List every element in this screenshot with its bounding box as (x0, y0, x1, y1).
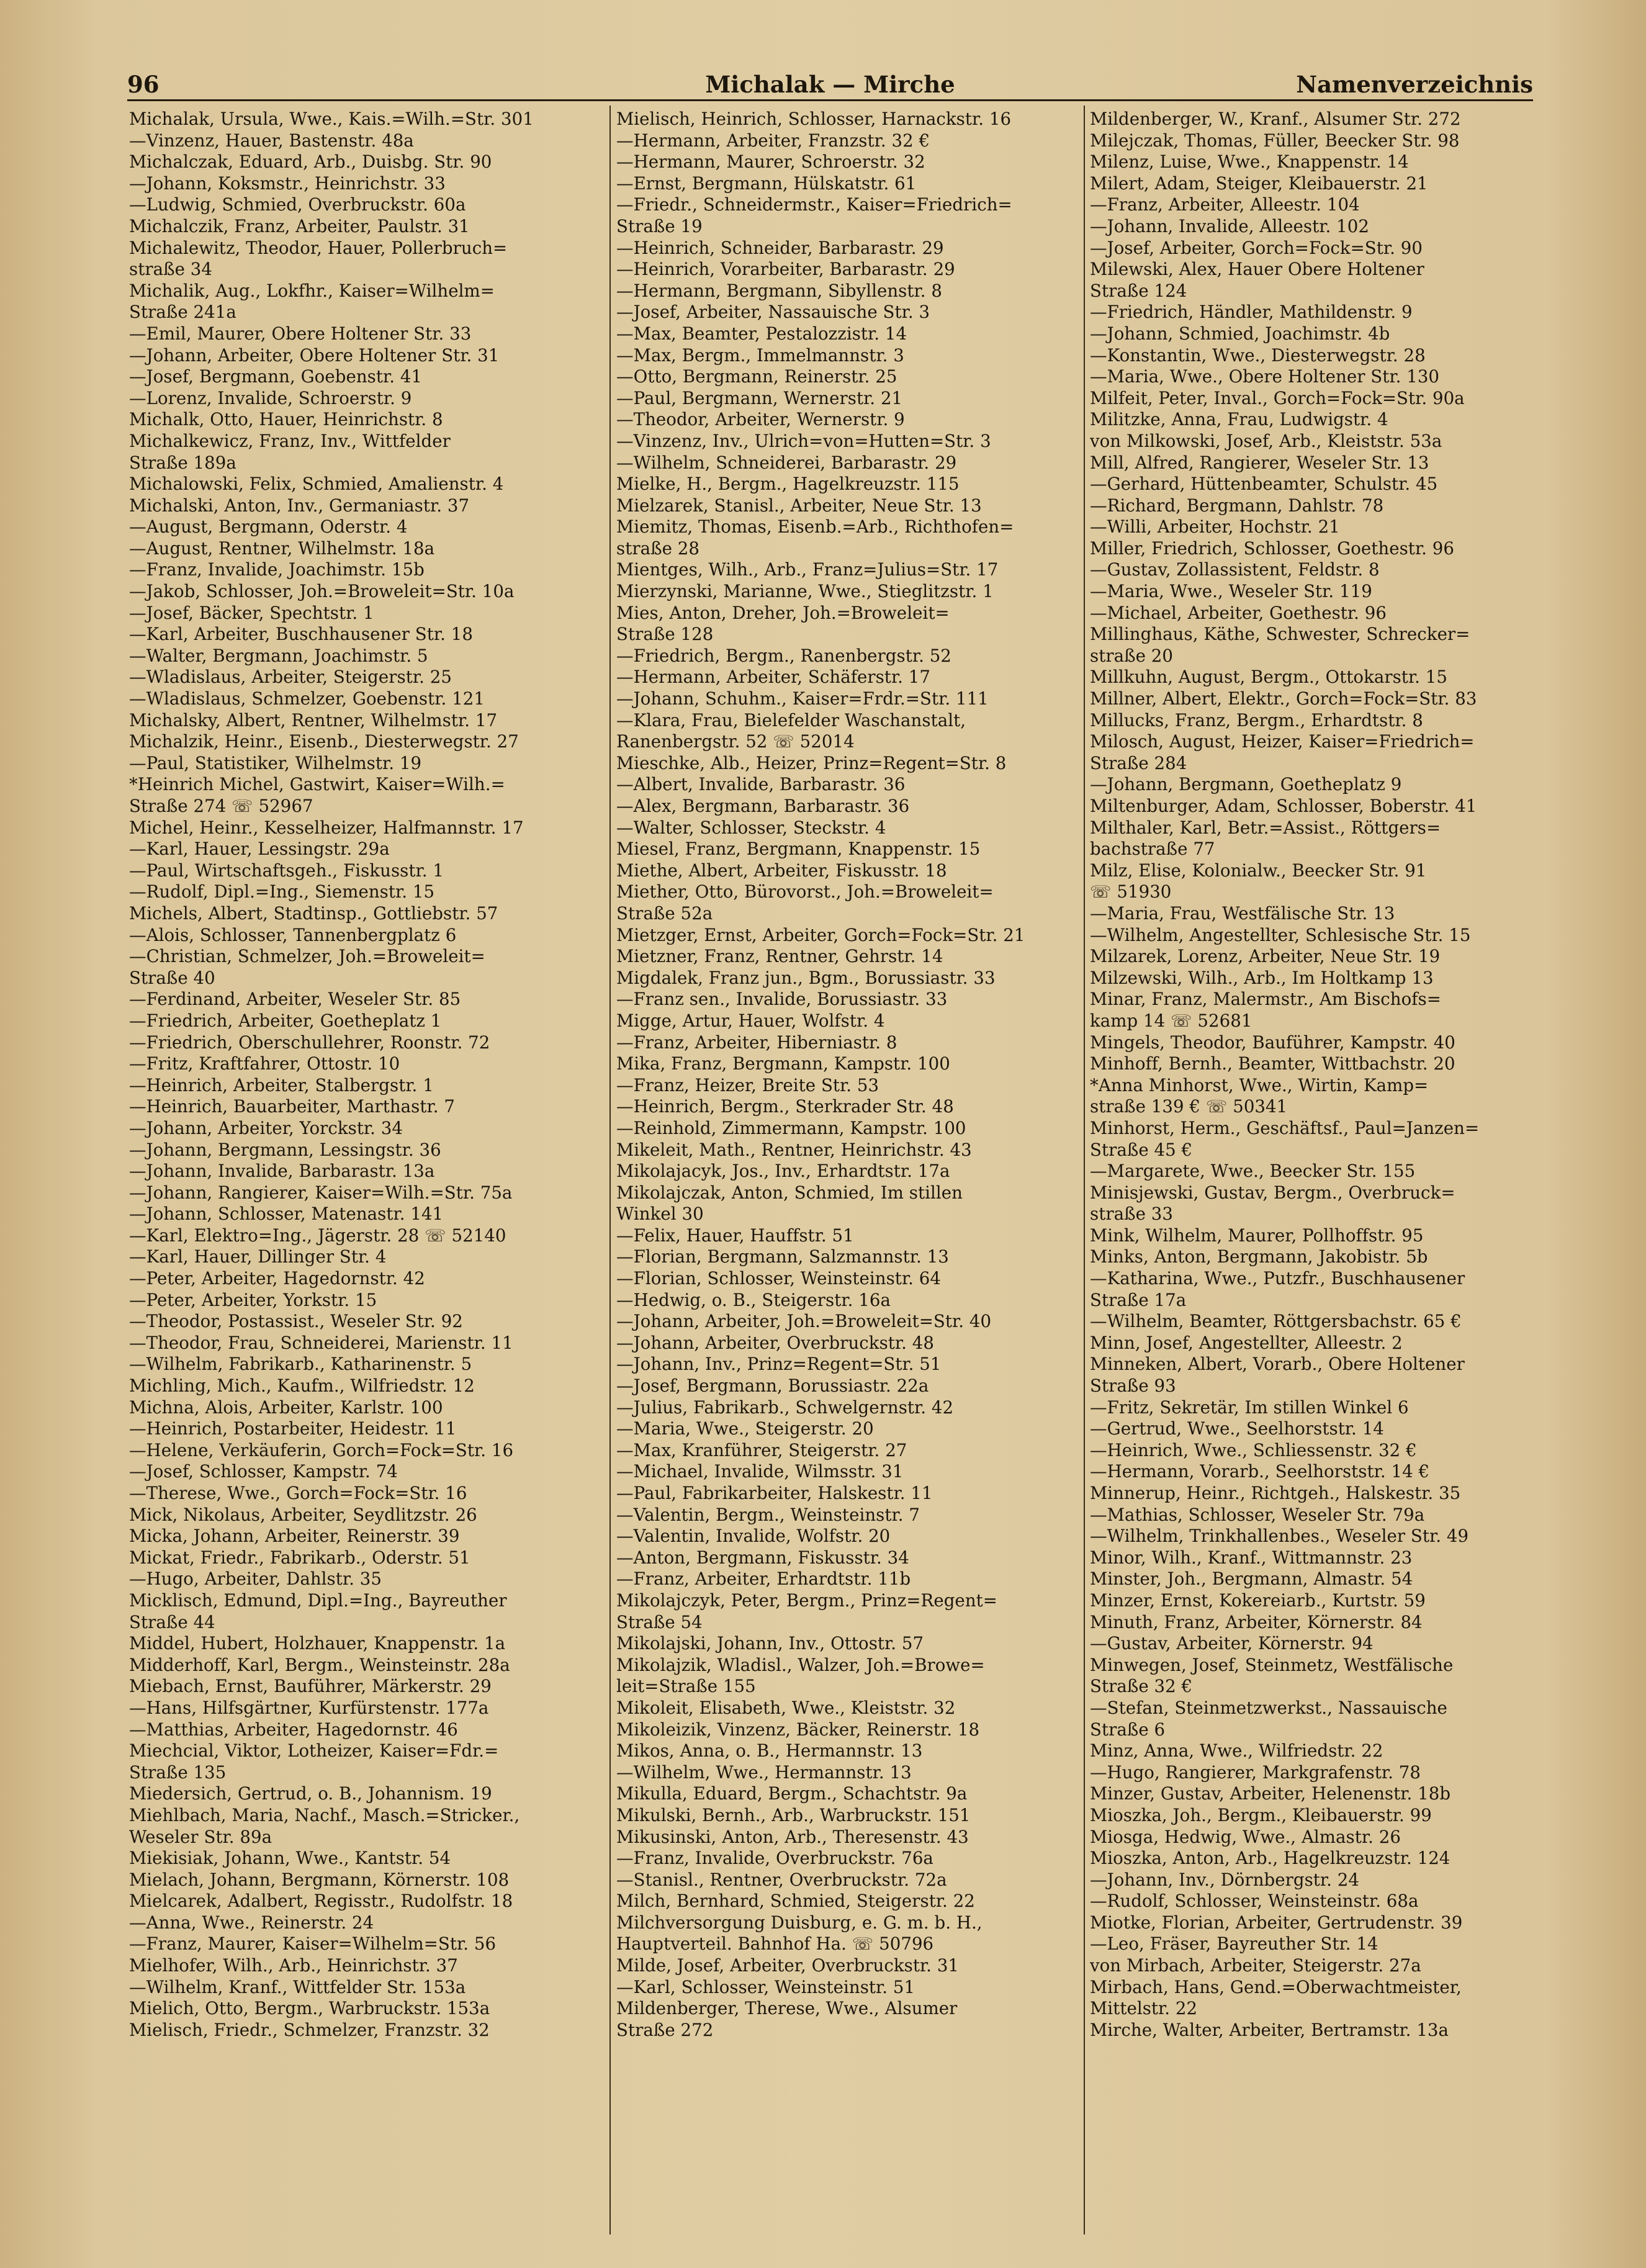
directory-entry-line: —Karl, Schlosser, Weinsteinstr. 51 (616, 1976, 915, 1997)
directory-entry-line: Straße 135 (129, 1762, 227, 1783)
directory-entry-line: —Florian, Bergmann, Salzmannstr. 13 (616, 1246, 949, 1267)
directory-entry-line: Michalk, Otto, Hauer, Heinrichstr. 8 (129, 409, 443, 430)
directory-entry-line: Mirbach, Hans, Gend.=Oberwachtmeister, (1090, 1976, 1462, 1997)
directory-entry-line: Miebach, Ernst, Bauführer, Märkerstr. 29 (129, 1676, 492, 1697)
directory-entry-line: Miesel, Franz, Bergmann, Knappenstr. 15 (616, 839, 981, 860)
directory-entry-line: —Heinrich, Schneider, Barbarastr. 29 (616, 237, 944, 258)
directory-entry-line: Milz, Elise, Kolonialw., Beecker Str. 91 (1090, 860, 1427, 881)
directory-entry-line: Mildenberger, Therese, Wwe., Alsumer (616, 1998, 958, 2019)
directory-entry-line: Straße 44 (129, 1611, 215, 1632)
directory-entry-line: —Mathias, Schlosser, Weseler Str. 79a (1090, 1504, 1425, 1525)
directory-entry-line: —Hugo, Arbeiter, Dahlstr. 35 (129, 1568, 382, 1590)
directory-entry-line: —Matthias, Arbeiter, Hagedornstr. 46 (129, 1719, 458, 1740)
directory-entry-line: Mielisch, Heinrich, Schlosser, Harnackstr. 16 (616, 109, 1012, 129)
directory-entry-line: straße 34 (129, 259, 212, 280)
directory-entry-line: —Anton, Bergmann, Fiskusstr. 34 (616, 1547, 909, 1568)
page-header (127, 66, 1533, 102)
directory-entry-line: Michels, Albert, Stadtinsp., Gottliebstr. 57 (129, 902, 498, 924)
directory-entry-line: —Franz, Arbeiter, Alleestr. 104 (1090, 194, 1360, 215)
directory-entry-line: Minn, Josef, Angestellter, Alleestr. 2 (1090, 1332, 1403, 1353)
page-name-range: Michalak — Mirche (705, 71, 955, 98)
directory-entry-line: Miotke, Florian, Arbeiter, Gertrudenstr. 39 (1090, 1912, 1463, 1933)
directory-entry-line: —Johann, Arbeiter, Obere Holtener Str. 31 (129, 344, 500, 366)
directory-entry-line: Michalewitz, Theodor, Hauer, Pollerbruch= (129, 237, 508, 258)
directory-entry-line: —Wilhelm, Trinkhallenbes., Weseler Str. 49 (1090, 1526, 1469, 1547)
directory-entry-line: Miosga, Hedwig, Wwe., Almastr. 26 (1090, 1826, 1401, 1847)
directory-entry-line: Ranenbergstr. 52 ☏ 52014 (616, 731, 855, 752)
directory-entry-line: —Michael, Invalide, Wilmsstr. 31 (616, 1461, 904, 1482)
directory-entry-line: —Alois, Schlosser, Tannenbergplatz 6 (129, 924, 457, 945)
directory-entry-line: Milthaler, Karl, Betr.=Assist., Röttgers= (1090, 817, 1441, 838)
directory-entry-line: —Max, Bergm., Immelmannstr. 3 (616, 344, 904, 366)
directory-entry-line: —Konstantin, Wwe., Diesterwegstr. 28 (1090, 344, 1426, 366)
directory-entry-line: —Heinrich, Bauarbeiter, Marthastr. 7 (129, 1096, 455, 1117)
directory-entry-line: —Wilhelm, Wwe., Hermannstr. 13 (616, 1762, 912, 1783)
directory-entry-line: —Karl, Arbeiter, Buschhausener Str. 18 (129, 624, 473, 645)
directory-entry-line: Milejczak, Thomas, Füller, Beecker Str. 98 (1090, 130, 1460, 151)
directory-entry-line: Minhoff, Bernh., Beamter, Wittbachstr. 20 (1090, 1053, 1455, 1074)
directory-entry-line: Midderhoff, Karl, Bergm., Weinsteinstr. 28a (129, 1654, 510, 1675)
directory-entry-line: —Paul, Wirtschaftsgeh., Fiskusstr. 1 (129, 860, 444, 881)
directory-entry-line: —Johann, Invalide, Barbarastr. 13a (129, 1161, 435, 1182)
directory-entry-line: Straße 54 (616, 1611, 703, 1632)
directory-entry-line: Straße 40 (129, 967, 215, 988)
directory-entry-line: Michalsky, Albert, Rentner, Wilhelmstr. 17 (129, 709, 498, 731)
directory-entry-line: —Michael, Arbeiter, Goethestr. 96 (1090, 602, 1387, 623)
directory-entry-line: —Wilhelm, Kranf., Wittfelder Str. 153a (129, 1976, 466, 1997)
directory-entry-line: —Paul, Statistiker, Wilhelmstr. 19 (129, 752, 422, 773)
directory-entry-line: Michalczak, Eduard, Arb., Duisbg. Str. 90 (129, 151, 492, 173)
directory-entry-line: straße 28 (616, 538, 699, 559)
directory-entry-line: Weseler Str. 89a (129, 1826, 272, 1847)
directory-entry-line: Straße 45 € (1090, 1139, 1193, 1160)
directory-entry-line: Mikolajski, Johann, Inv., Ottostr. 57 (616, 1633, 924, 1654)
directory-entry-line: —Johann, Bergmann, Goetheplatz 9 (1090, 774, 1402, 795)
directory-entry-line: Straße 19 (616, 215, 703, 236)
directory-entry-line: —Heinrich, Postarbeiter, Heidestr. 11 (129, 1418, 457, 1439)
directory-entry-line: Straße 52a (616, 902, 713, 924)
directory-entry-line: —Theodor, Arbeiter, Wernerstr. 9 (616, 409, 905, 430)
header-rule (127, 99, 1533, 101)
directory-entry-line: —Johann, Rangierer, Kaiser=Wilh.=Str. 75a (129, 1182, 513, 1203)
directory-entry-line: —August, Rentner, Wilhelmstr. 18a (129, 538, 435, 559)
directory-entry-line: Mieschke, Alb., Heizer, Prinz=Regent=Str. 8 (616, 752, 1007, 773)
directory-entry-line: Minisjewski, Gustav, Bergm., Overbruck= (1090, 1182, 1455, 1203)
directory-entry-line: Miethe, Albert, Arbeiter, Fiskusstr. 18 (616, 860, 947, 881)
directory-entry-line: Mikolajacyk, Jos., Inv., Erhardtstr. 17a (616, 1161, 950, 1182)
directory-entry-line: Migdalek, Franz jun., Bgm., Borussiastr. 33 (616, 967, 996, 988)
directory-entry-line: —Johann, Schuhm., Kaiser=Frdr.=Str. 111 (616, 688, 989, 709)
directory-entry-line: —Heinrich, Arbeiter, Stalbergstr. 1 (129, 1074, 434, 1096)
directory-entry-line: Minz, Anna, Wwe., Wilfriedstr. 22 (1090, 1740, 1383, 1762)
directory-entry-line: —Lorenz, Invalide, Schroerstr. 9 (129, 387, 412, 408)
directory-entry-line: Mietzger, Ernst, Arbeiter, Gorch=Fock=Str. 21 (616, 924, 1025, 945)
directory-entry-line: —Franz, Arbeiter, Erhardtstr. 11b (616, 1568, 911, 1590)
directory-entry-line: —Wilhelm, Angestellter, Schlesische Str. 15 (1090, 924, 1471, 945)
directory-entry-line: —Johann, Invalide, Alleestr. 102 (1090, 215, 1369, 236)
directory-entry-line: —Richard, Bergmann, Dahlstr. 78 (1090, 495, 1384, 516)
directory-entry-line: —Wladislaus, Schmelzer, Goebenstr. 121 (129, 688, 485, 709)
directory-entry-line: Mikulla, Eduard, Bergm., Schachtstr. 9a (616, 1783, 968, 1804)
directory-entry-line: —Johann, Koksmstr., Heinrichstr. 33 (129, 173, 446, 194)
directory-entry-line: —Friedrich, Bergm., Ranenbergstr. 52 (616, 645, 951, 666)
directory-entry-line: Miekisiak, Johann, Wwe., Kantstr. 54 (129, 1848, 451, 1869)
directory-entry-line: —Peter, Arbeiter, Yorkstr. 15 (129, 1289, 377, 1310)
directory-entry-line: Straße 124 (1090, 280, 1187, 301)
directory-entry-line: —Florian, Schlosser, Weinsteinstr. 64 (616, 1268, 942, 1289)
directory-entry-line: —Hermann, Bergmann, Sibyllenstr. 8 (616, 280, 942, 301)
directory-entry-line: —Josef, Bäcker, Spechtstr. 1 (129, 602, 374, 623)
directory-entry-line: —Max, Beamter, Pestalozzistr. 14 (616, 323, 907, 344)
directory-entry-line: Hauptverteil. Bahnhof Ha. ☏ 50796 (616, 1933, 934, 1955)
directory-entry-line: Mielich, Otto, Bergm., Warbruckstr. 153a (129, 1998, 490, 2019)
directory-column-3 (1090, 109, 1534, 2244)
directory-entry-line: —Katharina, Wwe., Putzfr., Buschhausener (1090, 1268, 1465, 1289)
directory-entry-line: Milenz, Luise, Wwe., Knappenstr. 14 (1090, 151, 1409, 173)
directory-entry-line: Middel, Hubert, Holzhauer, Knappenstr. 1a (129, 1633, 506, 1654)
directory-entry-line: Milde, Josef, Arbeiter, Overbruckstr. 31 (616, 1955, 960, 1976)
directory-entry-line: —Friedr., Schneidermstr., Kaiser=Friedrich= (616, 194, 1012, 215)
directory-entry-line: von Milkowski, Josef, Arb., Kleiststr. 53a (1090, 430, 1442, 451)
directory-entry-line: Milewski, Alex, Hauer Obere Holtener (1090, 259, 1424, 280)
section-title: Namenverzeichnis (1296, 71, 1533, 98)
directory-entry-line: —Hans, Hilfsgärtner, Kurfürstenstr. 177a (129, 1697, 489, 1718)
directory-entry-line: —Fritz, Kraftfahrer, Ottostr. 10 (129, 1053, 400, 1074)
directory-entry-line: Mierzynski, Marianne, Wwe., Stieglitzstr. 1 (616, 581, 994, 602)
directory-entry-line: —Friedrich, Oberschullehrer, Roonstr. 72 (129, 1032, 490, 1053)
directory-entry-line: —Heinrich, Vorarbeiter, Barbarastr. 29 (616, 259, 955, 280)
directory-entry-line: Minster, Joh., Bergmann, Almastr. 54 (1090, 1568, 1413, 1590)
directory-entry-line: —Karl, Elektro=Ing., Jägerstr. 28 ☏ 52140 (129, 1225, 506, 1246)
directory-entry-line: —Leo, Fräser, Bayreuther Str. 14 (1090, 1933, 1378, 1955)
directory-entry-line: von Mirbach, Arbeiter, Steigerstr. 27a (1090, 1955, 1421, 1976)
directory-entry-line: Minnerup, Heinr., Richtgeh., Halskestr. 35 (1090, 1483, 1461, 1503)
directory-entry-line: Mick, Nikolaus, Arbeiter, Seydlitzstr. 26 (129, 1504, 477, 1525)
directory-entry-line: —Ludwig, Schmied, Overbruckstr. 60a (129, 194, 466, 215)
directory-entry-line: Straße 128 (616, 624, 714, 645)
directory-entry-line: —Hermann, Maurer, Schroerstr. 32 (616, 151, 925, 173)
directory-entry-line: —Rudolf, Schlosser, Weinsteinstr. 68a (1090, 1891, 1419, 1912)
directory-entry-line: —Anna, Wwe., Reinerstr. 24 (129, 1912, 374, 1933)
directory-entry-line: Michalzik, Heinr., Eisenb., Diesterwegstr. 27 (129, 731, 519, 752)
directory-entry-line: —Johann, Schlosser, Matenastr. 141 (129, 1204, 444, 1225)
directory-entry-line: —Franz sen., Invalide, Borussiastr. 33 (616, 989, 948, 1010)
directory-entry-line: —Josef, Arbeiter, Gorch=Fock=Str. 90 (1090, 237, 1423, 258)
directory-column-2 (616, 109, 1079, 2244)
directory-entry-line: Miller, Friedrich, Schlosser, Goethestr. 96 (1090, 538, 1455, 559)
directory-entry-line: Militzke, Anna, Frau, Ludwigstr. 4 (1090, 409, 1388, 430)
directory-entry-line: Mikoleit, Elisabeth, Wwe., Kleiststr. 32 (616, 1697, 956, 1718)
directory-entry-line: Michalkewicz, Franz, Inv., Wittfelder (129, 430, 451, 451)
directory-entry-line: Mielhofer, Wilh., Arb., Heinrichstr. 37 (129, 1955, 458, 1976)
directory-entry-line: —Vinzenz, Hauer, Bastenstr. 48a (129, 130, 414, 151)
directory-column-1 (129, 109, 604, 2244)
directory-entry-line: —Franz, Invalide, Joachimstr. 15b (129, 559, 425, 580)
directory-entry-line: ☏ 51930 (1090, 881, 1172, 902)
directory-entry-line: Micka, Johann, Arbeiter, Reinerstr. 39 (129, 1526, 460, 1547)
directory-entry-line: Straße 272 (616, 2019, 714, 2040)
directory-entry-line: Michalczik, Franz, Arbeiter, Paulstr. 31 (129, 215, 470, 236)
directory-entry-line: Straße 17a (1090, 1289, 1187, 1310)
directory-entry-line: Straße 189a (129, 452, 236, 473)
directory-entry-line: Mill, Alfred, Rangierer, Weseler Str. 13 (1090, 452, 1429, 473)
directory-entry-line: *Heinrich Michel, Gastwirt, Kaiser=Wilh.= (129, 774, 505, 795)
directory-entry-line: —Theodor, Postassist., Weseler Str. 92 (129, 1311, 463, 1332)
directory-entry-line: —Klara, Frau, Bielefelder Waschanstalt, (616, 709, 966, 731)
directory-entry-line: —Walter, Schlosser, Steckstr. 4 (616, 817, 886, 838)
directory-entry-line: —Gustav, Arbeiter, Körnerstr. 94 (1090, 1633, 1374, 1654)
directory-entry-line: —Felix, Hauer, Hauffstr. 51 (616, 1225, 854, 1246)
directory-entry-line: Minar, Franz, Malermstr., Am Bischofs= (1090, 989, 1441, 1010)
directory-entry-line: Mickat, Friedr., Fabrikarb., Oderstr. 51 (129, 1547, 470, 1568)
directory-entry-line: Straße 284 (1090, 752, 1187, 773)
directory-entry-line: Milfeit, Peter, Inval., Gorch=Fock=Str. 90a (1090, 387, 1465, 408)
directory-entry-line: —Karl, Hauer, Lessingstr. 29a (129, 839, 390, 860)
column-divider (609, 106, 611, 2234)
directory-entry-line: Michalik, Aug., Lokfhr., Kaiser=Wilhelm= (129, 280, 495, 301)
directory-entry-line: Straße 241a (129, 302, 236, 323)
directory-entry-line: —Theodor, Frau, Schneiderei, Marienstr. 11 (129, 1332, 513, 1353)
directory-entry-line: —Maria, Wwe., Weseler Str. 119 (1090, 581, 1372, 602)
directory-entry-line: straße 139 € ☏ 50341 (1090, 1096, 1288, 1117)
directory-entry-line: Millinghaus, Käthe, Schwester, Schrecker= (1090, 624, 1470, 645)
directory-entry-line: —Franz, Invalide, Overbruckstr. 76a (616, 1848, 933, 1869)
directory-entry-line: Straße 93 (1090, 1375, 1176, 1397)
directory-entry-line: Minks, Anton, Bergmann, Jakobistr. 5b (1090, 1246, 1428, 1267)
directory-entry-line: Micklisch, Edmund, Dipl.=Ing., Bayreuther (129, 1590, 507, 1611)
directory-entry-line: Mies, Anton, Dreher, Joh.=Broweleit= (616, 602, 950, 623)
directory-entry-line: Minzer, Gustav, Arbeiter, Helenenstr. 18b (1090, 1783, 1451, 1804)
directory-entry-line: —Maria, Frau, Westfälische Str. 13 (1090, 902, 1395, 924)
directory-entry-line: Minor, Wilh., Kranf., Wittmannstr. 23 (1090, 1547, 1413, 1568)
directory-entry-line: —Rudolf, Dipl.=Ing., Siemenstr. 15 (129, 881, 435, 902)
directory-entry-line: Milzewski, Wilh., Arb., Im Holtkamp 13 (1090, 967, 1434, 988)
directory-entry-line: Milert, Adam, Steiger, Kleibauerstr. 21 (1090, 173, 1428, 194)
directory-entry-line: Michalowski, Felix, Schmied, Amalienstr. 4 (129, 474, 504, 495)
directory-entry-line: Mietzner, Franz, Rentner, Gehrstr. 14 (616, 946, 943, 967)
directory-entry-line: —August, Bergmann, Oderstr. 4 (129, 516, 408, 538)
directory-entry-line: —Hermann, Arbeiter, Franzstr. 32 € (616, 130, 930, 151)
directory-entry-line: Minuth, Franz, Arbeiter, Körnerstr. 84 (1090, 1611, 1423, 1632)
directory-entry-line: —Karl, Hauer, Dillinger Str. 4 (129, 1246, 387, 1267)
directory-entry-line: Millner, Albert, Elektr., Gorch=Fock=Str. 83 (1090, 688, 1477, 709)
directory-entry-line: Miltenburger, Adam, Schlosser, Boberstr. 41 (1090, 796, 1477, 816)
directory-entry-line: Michalak, Ursula, Wwe., Kais.=Wilh.=Str. 301 (129, 109, 534, 129)
directory-entry-line: Mikeleit, Math., Rentner, Heinrichstr. 43 (616, 1139, 972, 1160)
directory-entry-line: Miether, Otto, Bürovorst., Joh.=Broweleit= (616, 881, 994, 902)
directory-entry-line: Mielcarek, Adalbert, Regisstr., Rudolfstr. 18 (129, 1891, 513, 1912)
directory-entry-line: —Hedwig, o. B., Steigerstr. 16a (616, 1289, 891, 1310)
directory-entry-line: Milchversorgung Duisburg, e. G. m. b. H., (616, 1912, 983, 1933)
directory-entry-line: —Franz, Arbeiter, Hiberniastr. 8 (616, 1032, 897, 1053)
directory-entry-line: Mikoleizik, Vinzenz, Bäcker, Reinerstr. 18 (616, 1719, 980, 1740)
directory-entry-line: Mikolajczak, Anton, Schmied, Im stillen (616, 1182, 963, 1203)
directory-entry-line: leit=Straße 155 (616, 1676, 756, 1697)
directory-entry-line: Milch, Bernhard, Schmied, Steigerstr. 22 (616, 1891, 975, 1912)
directory-entry-line: Mikolajczyk, Peter, Bergm., Prinz=Regent= (616, 1590, 997, 1611)
directory-entry-line: —Hermann, Vorarb., Seelhorststr. 14 € (1090, 1461, 1430, 1482)
directory-entry-line: —Alex, Bergmann, Barbarastr. 36 (616, 796, 910, 816)
directory-entry-line: —Josef, Bergmann, Borussiastr. 22a (616, 1375, 929, 1397)
directory-entry-line: —Helene, Verkäuferin, Gorch=Fock=Str. 16 (129, 1439, 514, 1460)
directory-entry-line: —Valentin, Invalide, Wolfstr. 20 (616, 1526, 891, 1547)
directory-entry-line: —Hermann, Arbeiter, Schäferstr. 17 (616, 667, 931, 688)
directory-entry-line: —Gustav, Zollassistent, Feldstr. 8 (1090, 559, 1380, 580)
directory-entry-line: —Johann, Inv., Prinz=Regent=Str. 51 (616, 1354, 942, 1375)
directory-entry-line: Mioszka, Joh., Bergm., Kleibauerstr. 99 (1090, 1804, 1432, 1825)
directory-entry-line: Miehlbach, Maria, Nachf., Masch.=Stricker., (129, 1804, 520, 1825)
directory-entry-line: straße 33 (1090, 1204, 1173, 1225)
directory-entry-line: Mikulski, Bernh., Arb., Warbruckstr. 151 (616, 1804, 971, 1825)
directory-entry-line: Mirche, Walter, Arbeiter, Bertramstr. 13a (1090, 2019, 1449, 2040)
directory-entry-line: Minwegen, Josef, Steinmetz, Westfälische (1090, 1654, 1454, 1675)
directory-entry-line: Winkel 30 (616, 1204, 704, 1225)
directory-entry-line: —Friedrich, Händler, Mathildenstr. 9 (1090, 302, 1413, 323)
directory-entry-line: —Ernst, Bergmann, Hülskatstr. 61 (616, 173, 917, 194)
directory-entry-line: —Josef, Arbeiter, Nassauische Str. 3 (616, 302, 930, 323)
directory-entry-line: Straße 6 (1090, 1719, 1166, 1740)
directory-entry-line: Straße 274 ☏ 52967 (129, 796, 313, 816)
directory-entry-line: —Vinzenz, Inv., Ulrich=von=Hutten=Str. 3 (616, 430, 991, 451)
directory-entry-line: —Ferdinand, Arbeiter, Weseler Str. 85 (129, 989, 461, 1010)
directory-entry-line: Mioszka, Anton, Arb., Hagelkreuzstr. 124 (1090, 1848, 1450, 1869)
directory-entry-line: —Fritz, Sekretär, Im stillen Winkel 6 (1090, 1397, 1409, 1418)
directory-entry-line: —Wladislaus, Arbeiter, Steigerstr. 25 (129, 667, 452, 688)
directory-entry-line: Mikolajzik, Wladisl., Walzer, Joh.=Browe= (616, 1654, 985, 1675)
directory-entry-line: —Jakob, Schlosser, Joh.=Broweleit=Str. 10a (129, 581, 515, 602)
directory-entry-line: —Reinhold, Zimmermann, Kampstr. 100 (616, 1117, 966, 1138)
directory-entry-line: Millkuhn, August, Bergm., Ottokarstr. 15 (1090, 667, 1448, 688)
directory-entry-line: —Josef, Schlosser, Kampstr. 74 (129, 1461, 398, 1482)
directory-entry-line: Mientges, Wilh., Arb., Franz=Julius=Str. 17 (616, 559, 999, 580)
directory-entry-line: Mielzarek, Stanisl., Arbeiter, Neue Str. 13 (616, 495, 982, 516)
directory-entry-line: Millucks, Franz, Bergm., Erhardtstr. 8 (1090, 709, 1423, 731)
directory-entry-line: —Stefan, Steinmetzwerkst., Nassauische (1090, 1697, 1447, 1718)
directory-entry-line: Mielach, Johann, Bergmann, Körnerstr. 108 (129, 1869, 510, 1890)
directory-entry-line: Michna, Alois, Arbeiter, Karlstr. 100 (129, 1397, 443, 1418)
directory-entry-line: —Johann, Schmied, Joachimstr. 4b (1090, 323, 1390, 344)
directory-entry-line: —Josef, Bergmann, Goebenstr. 41 (129, 366, 423, 387)
directory-entry-line: Michel, Heinr., Kesselheizer, Halfmannstr. 17 (129, 817, 524, 838)
directory-entry-line: Michling, Mich., Kaufm., Wilfriedstr. 12 (129, 1375, 475, 1397)
directory-entry-line: —Wilhelm, Fabrikarb., Katharinenstr. 5 (129, 1354, 472, 1375)
directory-entry-line: —Johann, Arbeiter, Overbruckstr. 48 (616, 1332, 934, 1353)
directory-entry-line: —Maria, Wwe., Obere Holtener Str. 130 (1090, 366, 1440, 387)
directory-entry-line: —Walter, Bergmann, Joachimstr. 5 (129, 645, 428, 666)
directory-entry-line: —Peter, Arbeiter, Hagedornstr. 42 (129, 1268, 425, 1289)
directory-entry-line: Miechcial, Viktor, Lotheizer, Kaiser=Fdr.= (129, 1740, 499, 1762)
directory-entry-line: Mielke, H., Bergm., Hagelkreuzstr. 115 (616, 474, 960, 495)
directory-entry-line: —Paul, Fabrikarbeiter, Halskestr. 11 (616, 1483, 933, 1503)
directory-entry-line: —Otto, Bergmann, Reinerstr. 25 (616, 366, 897, 387)
directory-entry-line: —Heinrich, Bergm., Sterkrader Str. 48 (616, 1096, 954, 1117)
directory-entry-line: —Johann, Inv., Dörnbergstr. 24 (1090, 1869, 1359, 1890)
directory-entry-line: Miedersich, Gertrud, o. B., Johannism. 19 (129, 1783, 492, 1804)
directory-entry-line: Minhorst, Herm., Geschäftsf., Paul=Janzen= (1090, 1117, 1480, 1138)
directory-entry-line: —Maria, Wwe., Steigerstr. 20 (616, 1418, 874, 1439)
directory-entry-line: —Valentin, Bergm., Weinsteinstr. 7 (616, 1504, 920, 1525)
directory-entry-line: —Friedrich, Arbeiter, Goetheplatz 1 (129, 1010, 442, 1031)
directory-entry-line: Mikos, Anna, o. B., Hermannstr. 13 (616, 1740, 923, 1762)
directory-entry-line: —Stanisl., Rentner, Overbruckstr. 72a (616, 1869, 947, 1890)
directory-entry-line: —Hugo, Rangierer, Markgrafenstr. 78 (1090, 1762, 1421, 1783)
directory-entry-line: Straße 32 € (1090, 1676, 1193, 1697)
directory-entry-line: bachstraße 77 (1090, 839, 1215, 860)
directory-entry-line: Mielisch, Friedr., Schmelzer, Franzstr. 32 (129, 2019, 490, 2040)
directory-entry-line: Milosch, August, Heizer, Kaiser=Friedrich= (1090, 731, 1475, 752)
directory-entry-line: Mikusinski, Anton, Arb., Theresenstr. 43 (616, 1826, 969, 1847)
directory-entry-line: *Anna Minhorst, Wwe., Wirtin, Kamp= (1090, 1074, 1429, 1096)
directory-entry-line: Mittelstr. 22 (1090, 1998, 1198, 2019)
directory-entry-line: —Wilhelm, Beamter, Röttgersbachstr. 65 € (1090, 1311, 1462, 1332)
column-divider (1084, 106, 1085, 2234)
directory-entry-line: —Max, Kranführer, Steigerstr. 27 (616, 1439, 907, 1460)
directory-entry-line: —Paul, Bergmann, Wernerstr. 21 (616, 387, 903, 408)
directory-entry-line: —Wilhelm, Schneiderei, Barbarastr. 29 (616, 452, 957, 473)
directory-entry-line: —Johann, Arbeiter, Joh.=Broweleit=Str. 40 (616, 1311, 992, 1332)
directory-entry-line: Mink, Wilhelm, Maurer, Pollhoffstr. 95 (1090, 1225, 1424, 1246)
directory-entry-line: —Johann, Bergmann, Lessingstr. 36 (129, 1139, 441, 1160)
directory-entry-line: Mingels, Theodor, Bauführer, Kampstr. 40 (1090, 1032, 1455, 1053)
directory-entry-line: —Julius, Fabrikarb., Schwelgernstr. 42 (616, 1397, 954, 1418)
directory-entry-line: —Willi, Arbeiter, Hochstr. 21 (1090, 516, 1340, 538)
directory-entry-line: Minneken, Albert, Vorarb., Obere Holtener (1090, 1354, 1465, 1375)
directory-entry-line: Minzer, Ernst, Kokereiarb., Kurtstr. 59 (1090, 1590, 1426, 1611)
directory-entry-line: kamp 14 ☏ 52681 (1090, 1010, 1252, 1031)
directory-entry-line: Mika, Franz, Bergmann, Kampstr. 100 (616, 1053, 950, 1074)
directory-entry-line: —Albert, Invalide, Barbarastr. 36 (616, 774, 906, 795)
directory-entry-line: —Franz, Maurer, Kaiser=Wilhelm=Str. 56 (129, 1933, 497, 1955)
page-number: 96 (127, 71, 160, 98)
directory-entry-line: straße 20 (1090, 645, 1173, 666)
directory-entry-line: —Johann, Arbeiter, Yorckstr. 34 (129, 1117, 403, 1138)
directory-entry-line: Migge, Artur, Hauer, Wolfstr. 4 (616, 1010, 885, 1031)
directory-entry-line: —Gertrud, Wwe., Seelhorststr. 14 (1090, 1418, 1384, 1439)
directory-entry-line: —Franz, Heizer, Breite Str. 53 (616, 1074, 879, 1096)
directory-entry-line: —Margarete, Wwe., Beecker Str. 155 (1090, 1161, 1416, 1182)
directory-entry-line: Michalski, Anton, Inv., Germaniastr. 37 (129, 495, 470, 516)
directory-entry-line: Milzarek, Lorenz, Arbeiter, Neue Str. 19 (1090, 946, 1441, 967)
directory-entry-line: Miemitz, Thomas, Eisenb.=Arb., Richthofen= (616, 516, 1014, 538)
directory-entry-line: —Emil, Maurer, Obere Holtener Str. 33 (129, 323, 472, 344)
directory-entry-line: —Therese, Wwe., Gorch=Fock=Str. 16 (129, 1483, 467, 1503)
directory-entry-line: Mildenberger, W., Kranf., Alsumer Str. 272 (1090, 109, 1461, 129)
directory-entry-line: —Christian, Schmelzer, Joh.=Broweleit= (129, 946, 485, 967)
directory-entry-line: —Gerhard, Hüttenbeamter, Schulstr. 45 (1090, 474, 1438, 495)
directory-entry-line: —Heinrich, Wwe., Schliessenstr. 32 € (1090, 1439, 1417, 1460)
